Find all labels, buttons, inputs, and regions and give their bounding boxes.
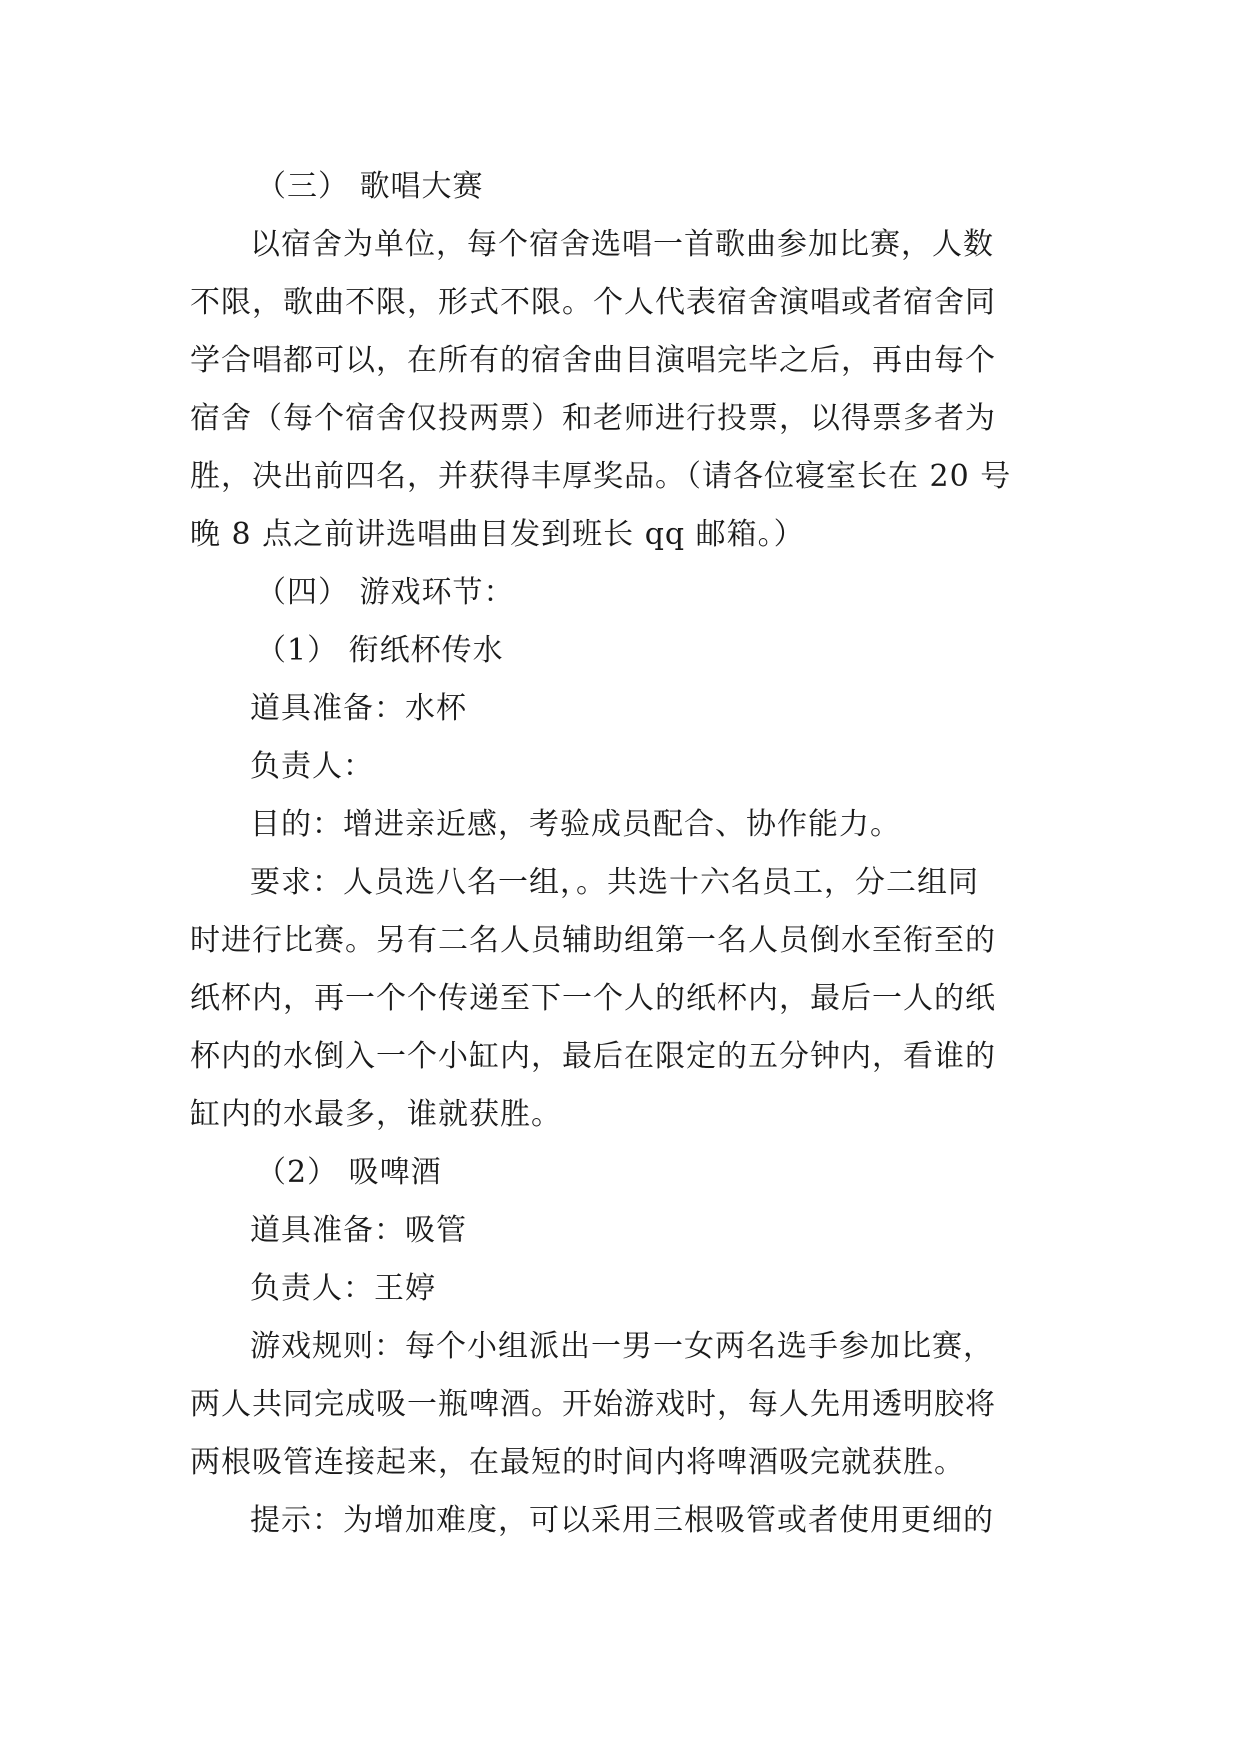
section-heading: （四） 游戏环节： xyxy=(256,575,515,610)
paragraph-line: 道具准备：水杯 xyxy=(250,691,467,726)
paragraph-line: 负责人：王婷 xyxy=(250,1271,436,1306)
paragraph-line: 两人共同完成吸一瓶啤酒。开始游戏时，每人先用透明胶将 xyxy=(190,1387,996,1422)
subsection-heading: （1） 衔纸杯传水 xyxy=(256,633,504,668)
paragraph-line: 要求：人员选八名一组，。共选十六名员工，分二组同 xyxy=(250,865,979,900)
paragraph-line: 缸内的水最多，谁就获胜。 xyxy=(190,1097,562,1132)
paragraph-line: 晚 8 点之前讲选唱曲目发到班长 qq 邮箱。） xyxy=(190,517,805,552)
paragraph-line: 负责人： xyxy=(250,749,374,784)
paragraph-line: 学合唱都可以，在所有的宿舍曲目演唱完毕之后，再由每个 xyxy=(190,343,996,378)
paragraph-line: 以宿舍为单位，每个宿舍选唱一首歌曲参加比赛，人数 xyxy=(250,227,994,262)
paragraph-line: 宿舍（每个宿舍仅投两票）和老师进行投票，以得票多者为 xyxy=(190,401,996,436)
paragraph-line: 目的：增进亲近感，考验成员配合、协作能力。 xyxy=(250,807,901,842)
paragraph-line: 提示：为增加难度，可以采用三根吸管或者使用更细的 xyxy=(250,1503,994,1538)
paragraph-line: 杯内的水倒入一个小缸内，最后在限定的五分钟内，看谁的 xyxy=(190,1039,996,1074)
paragraph-line: 两根吸管连接起来，在最短的时间内将啤酒吸完就获胜。 xyxy=(190,1445,965,1480)
paragraph-line: 纸杯内，再一个个传递至下一个人的纸杯内，最后一人的纸 xyxy=(190,981,996,1016)
section-heading: （三） 歌唱大赛 xyxy=(256,169,484,204)
paragraph-line: 道具准备：吸管 xyxy=(250,1213,467,1248)
subsection-heading: （2） 吸啤酒 xyxy=(256,1155,442,1190)
paragraph-line: 时进行比赛。另有二名人员辅助组第一名人员倒水至衔至的 xyxy=(190,923,996,958)
paragraph-line: 胜，决出前四名，并获得丰厚奖品。（请各位寝室长在 20 号 xyxy=(190,459,1012,494)
paragraph-line: 游戏规则：每个小组派出一男一女两名选手参加比赛， xyxy=(250,1329,994,1364)
document-page xyxy=(190,158,1058,1550)
paragraph-line: 不限，歌曲不限，形式不限。个人代表宿舍演唱或者宿舍同 xyxy=(190,285,996,320)
